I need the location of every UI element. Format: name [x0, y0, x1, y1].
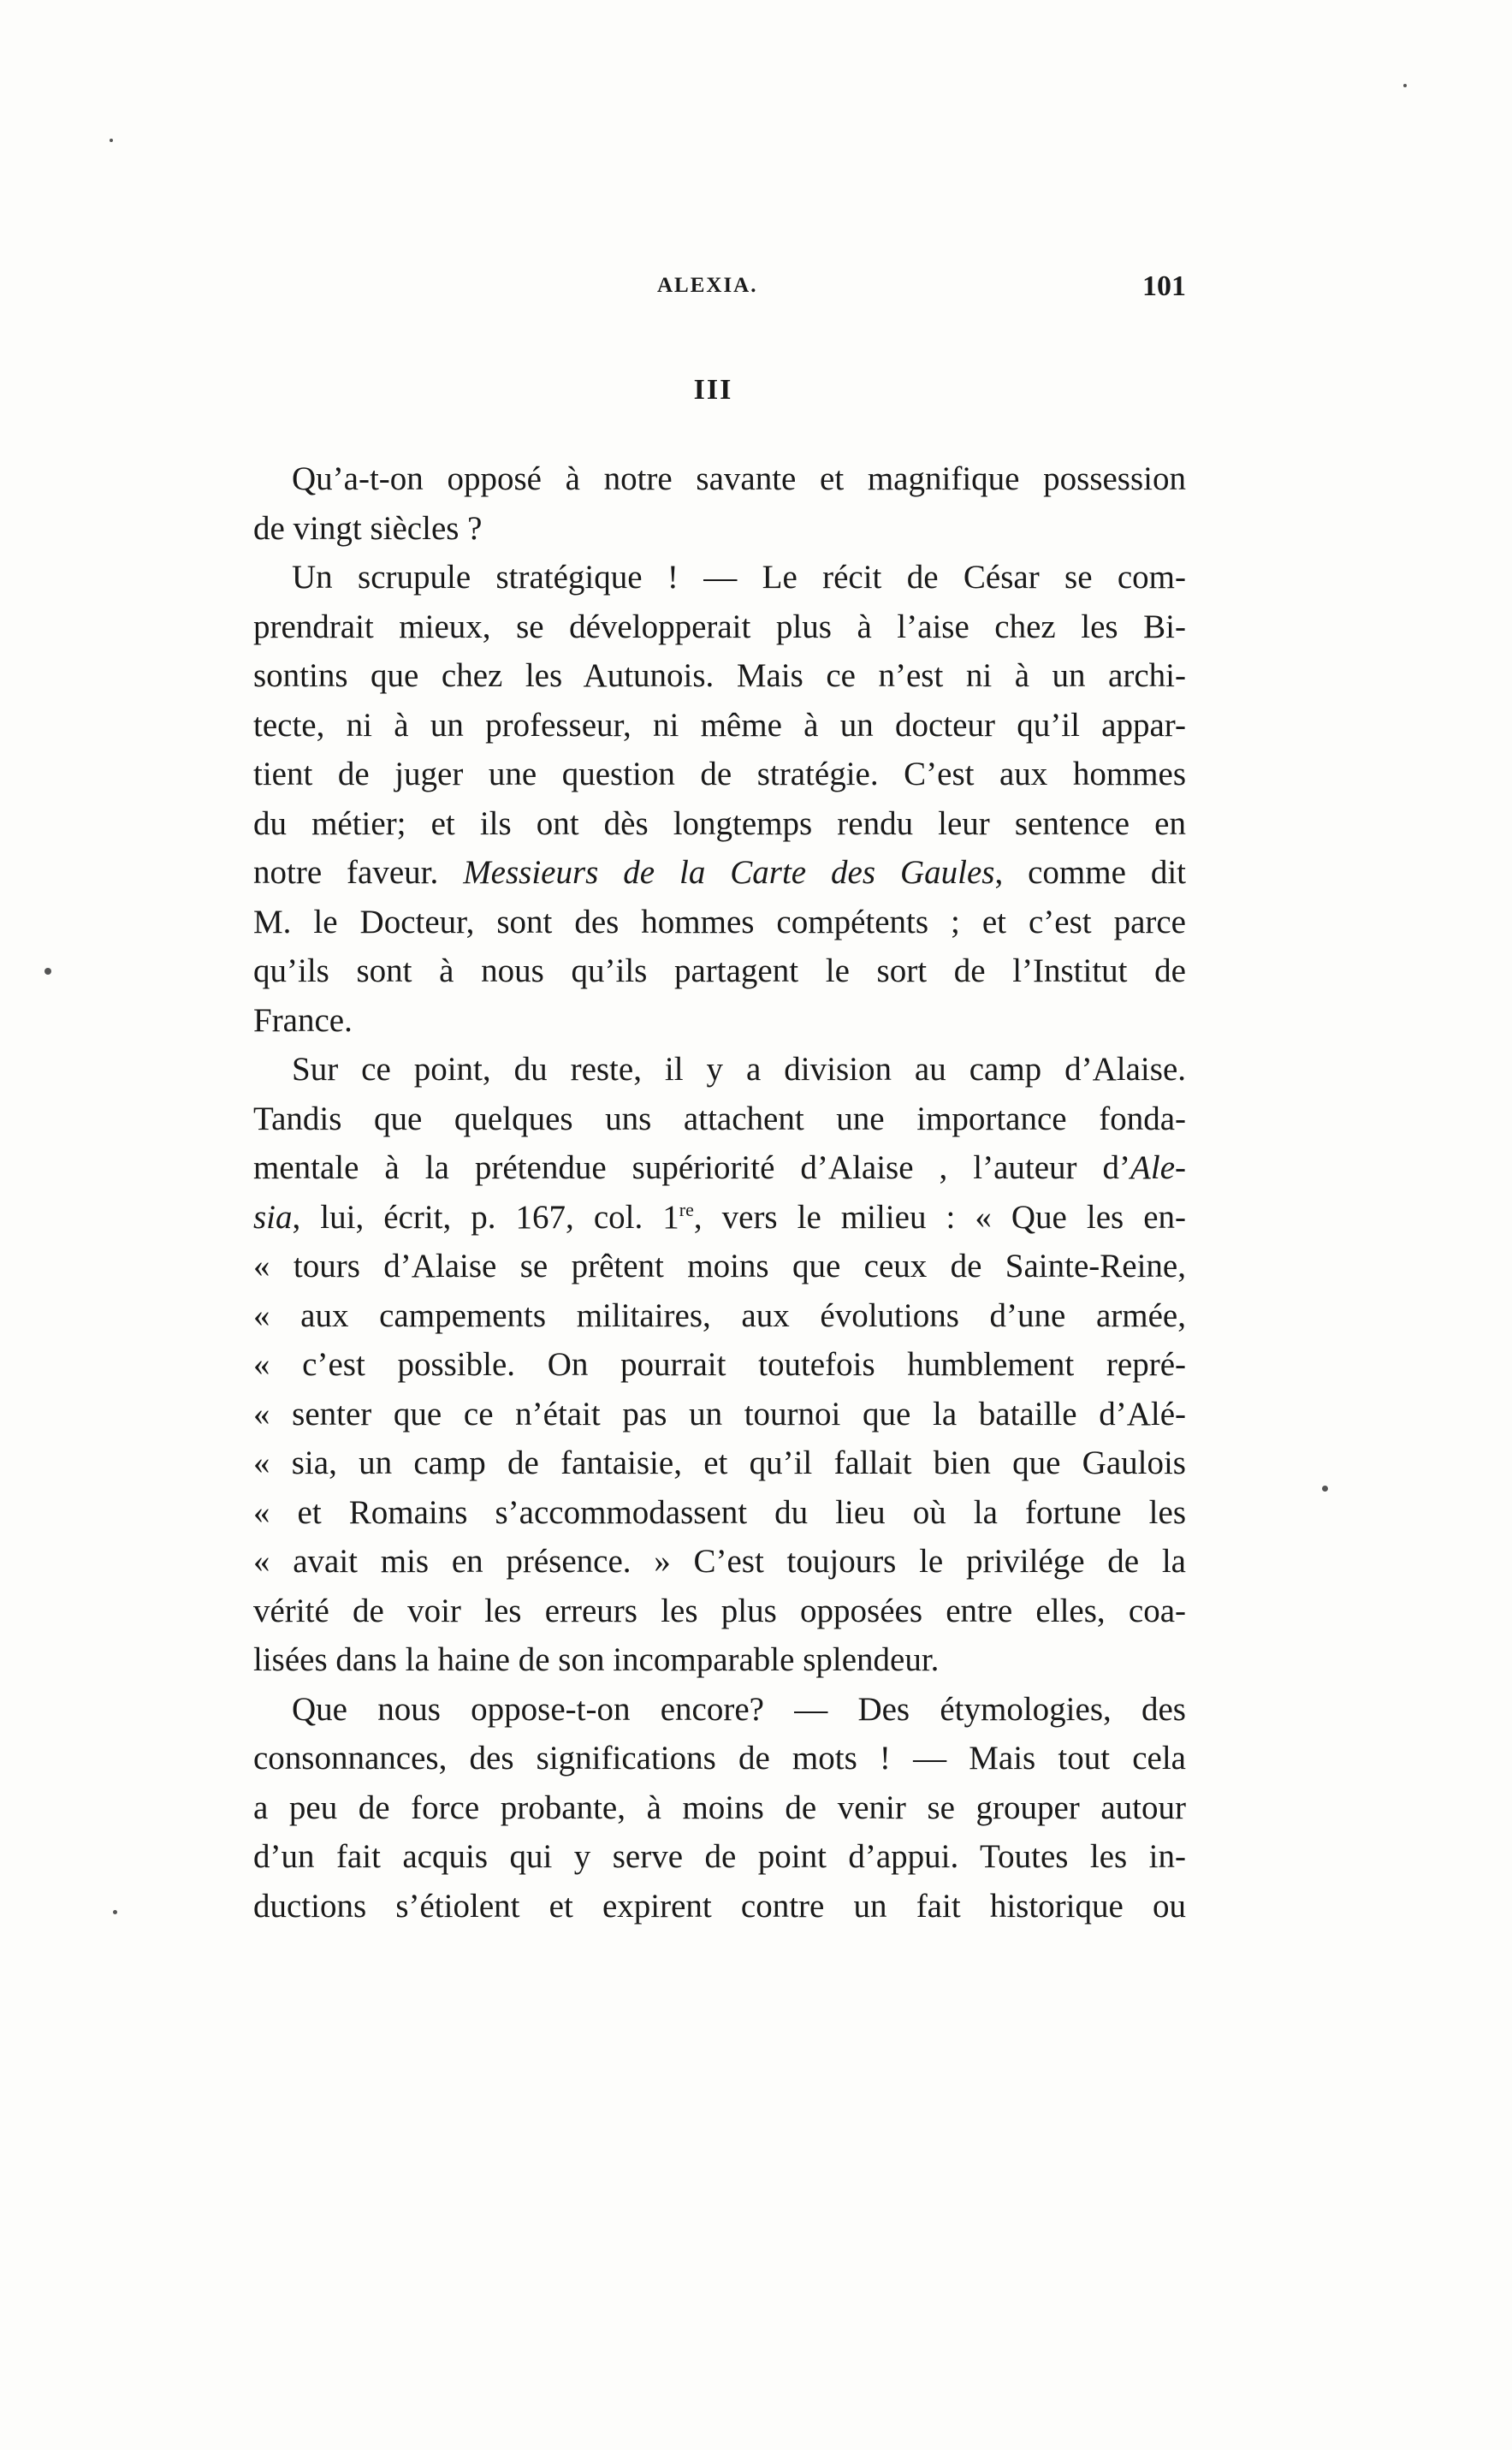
superscript: re [679, 1198, 694, 1220]
text-line: sontins que chez les Autunois. Mais ce n’est ni à un archi- [253, 657, 1186, 694]
text-line: de vingt siècles ? [253, 509, 483, 547]
text-line: prendrait mieux, se développerait plus à l’aise chez les Bi- [253, 608, 1186, 645]
scan-speck [1403, 84, 1407, 87]
text-line: « sia, un camp de fantaisie, et qu’il fallait bien que Gaulois [253, 1444, 1186, 1481]
text-line: tecte, ni à un professeur, ni même à un docteur qu’il appar- [253, 706, 1186, 744]
text-line: notre faveur. Messieurs de la Carte des Gaules, comme dit [253, 854, 1187, 891]
running-title: ALEXIA. [657, 274, 758, 297]
body-text [253, 454, 1186, 1931]
running-head [253, 270, 1186, 305]
text-line: lisées dans la haine de son incomparable splendeur. [253, 1641, 940, 1678]
italic-title: Messieurs de la Carte des Gaules [463, 854, 995, 891]
italic-title: sia [253, 1198, 293, 1236]
text-line: « c’est possible. On pourrait toutefois humblement repré- [253, 1346, 1186, 1383]
text-line: ductions s’étiolent et expirent contre un fait historique ou [253, 1887, 1186, 1925]
section-number: III [693, 374, 733, 406]
text-line: tient de juger une question de stratégie. C’est aux hommes [253, 756, 1186, 792]
text-line: France. [253, 1001, 353, 1039]
page-number: 101 [1142, 270, 1186, 302]
text-line: vérité de voir les erreurs les plus opposées entre elles, coa- [253, 1592, 1186, 1629]
text-line: « avait mis en présence. » C’est toujours le privilége de la [253, 1543, 1186, 1580]
text-line: Qu’a-t-on opposé à notre savante et magnifique possession [292, 460, 1186, 497]
text-line: Tandis que quelques uns attachent une importance fonda- [253, 1100, 1186, 1137]
text-line: consonnances, des significations de mots ! — Mais tout cela [253, 1740, 1186, 1777]
text-line: « et Romains s’accommodassent du lieu où la fortune les [253, 1493, 1186, 1531]
scan-speck [44, 968, 51, 975]
text-line: Sur ce point, du reste, il y a division au camp d’Alaise. [292, 1051, 1186, 1088]
text-line: qu’ils sont à nous qu’ils partagent le sort de l’Institut de [253, 952, 1186, 989]
text-line: mentale à la prétendue supériorité d’Alaise , l’auteur d’Ale- [253, 1149, 1186, 1186]
text-line: a peu de force probante, à moins de venir se grouper autour [253, 1789, 1186, 1826]
scan-speck [113, 1910, 117, 1914]
text-line: « senter que ce n’était pas un tournoi que la bataille d’Alé- [253, 1395, 1186, 1433]
italic-title: Ale- [1130, 1149, 1186, 1186]
text-line: « tours d’Alaise se prêtent moins que ceux de Sainte-Reine, [253, 1248, 1186, 1284]
text-line: M. le Docteur, sont des hommes compétents ; et c’est parce [253, 903, 1186, 940]
text-line: du métier; et ils ont dès longtemps rendu leur sentence en [253, 804, 1186, 842]
text-line: sia, lui, écrit, p. 167, col. 1re, vers le milieu : « Que les en- [253, 1198, 1186, 1236]
scan-speck [1322, 1486, 1328, 1492]
scan-speck [110, 139, 113, 142]
text-line: « aux campements militaires, aux évolutions d’une armée, [253, 1296, 1186, 1334]
text-line: d’un fait acquis qui y serve de point d’appui. Toutes les in- [253, 1838, 1186, 1875]
text-line: Un scrupule stratégique ! — Le récit de César se com- [292, 559, 1186, 596]
text-line: Que nous oppose-t-on encore? — Des étymologies, des [292, 1690, 1186, 1728]
